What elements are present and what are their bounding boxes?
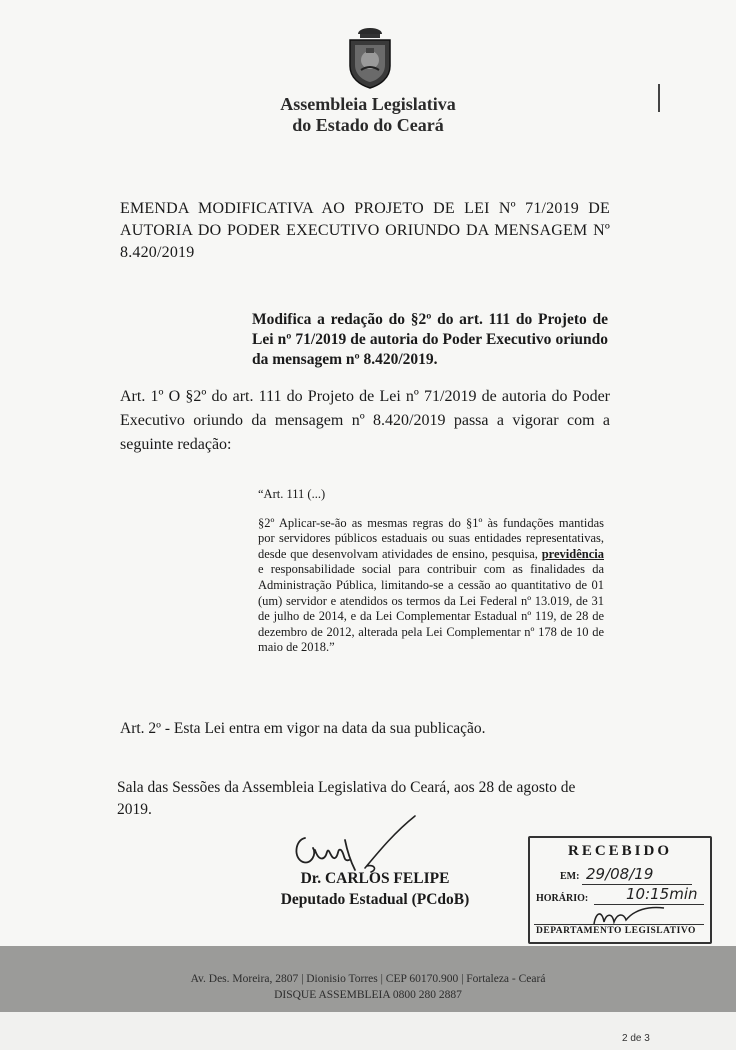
stamp-time-value: 10:15min [626,885,698,903]
signer-name: Dr. CARLOS FELIPE [300,870,450,887]
footer-address: Av. Des. Moreira, 2807 | Dionisio Torres | CEP 60170.900 | Fortaleza - Ceará [190,973,546,985]
stamp-date-value: 29/08/19 [586,865,654,883]
quoted-paragraph-part2: e responsabilidade social para contribuir com as finalidades da Administração Pública, limitando-se a cessão ao quantitativo de 01 (um) servidor e atendidos os termos da Lei Federal nº 13.019, de 31 de julho de 2014, e da Lei Complementar Estadual nº 119, de 28 de dezembro de 2012, alterada pela Lei Complementar nº 178 de 10 de maio de 2018.” [258,562,604,655]
quoted-paragraph-part1: §2º Aplicar-se-ão as mesmas regras do §1º às fundações mantidas por servidores públicos estaduais ou suas entidades representativas, desde que desenvolvam atividades de ensino, pesquisa, [258,515,604,561]
amendment-summary: Modifica a redação do §2º do art. 111 do Projeto de Lei nº 71/2019 de autoria do Poder Executivo oriundo da mensagem nº 8.420/2019. [252,311,608,368]
stamp-date-label: EM: [560,871,580,882]
stamp-dept-line [534,924,704,925]
page-number: 2 de 3 [622,1033,650,1044]
footer-phone: DISQUE ASSEMBLEIA 0800 280 2887 [274,989,462,1001]
assembly-name-line2: do Estado do Ceará [292,115,444,135]
article-2: Art. 2º - Esta Lei entra em vigor na data da sua publicação. [120,720,486,737]
quoted-paragraph-emphasis: previdência [541,546,604,561]
quoted-paragraph [258,516,604,656]
closing-statement: Sala das Sessões da Assembleia Legislativa do Ceará, aos 28 de agosto de 2019. [117,779,576,818]
stamp-department: DEPARTAMENTO LEGISLATIVO [536,926,696,936]
amendment-title: EMENDA MODIFICATIVA AO PROJETO DE LEI Nº 71/2019 DE AUTORIA DO PODER EXECUTIVO ORIUNDO DA MENSAGEM Nº 8.420/2019 [120,200,610,261]
quoted-article-text [258,487,604,656]
received-stamp [528,836,712,944]
assembly-name-line1: Assembleia Legislativa [280,94,456,114]
stamp-title: RECEBIDO [567,843,673,859]
article-1: Art. 1º O §2º do art. 111 do Projeto de Lei nº 71/2019 de autoria do Poder Executivo oriundo da mensagem nº 8.420/2019 passa a vigorar com a seguinte redação: [120,388,610,453]
stamp-time-label: HORÁRIO: [536,893,589,904]
footer-lower-strip [0,1012,736,1050]
signer-role: Deputado Estadual (PCdoB) [280,891,470,908]
state-coat-of-arms-icon [344,26,396,90]
signer-block [270,868,480,910]
quoted-article-heading: “Art. 111 (...) [258,487,326,501]
scan-artifact [658,84,660,112]
